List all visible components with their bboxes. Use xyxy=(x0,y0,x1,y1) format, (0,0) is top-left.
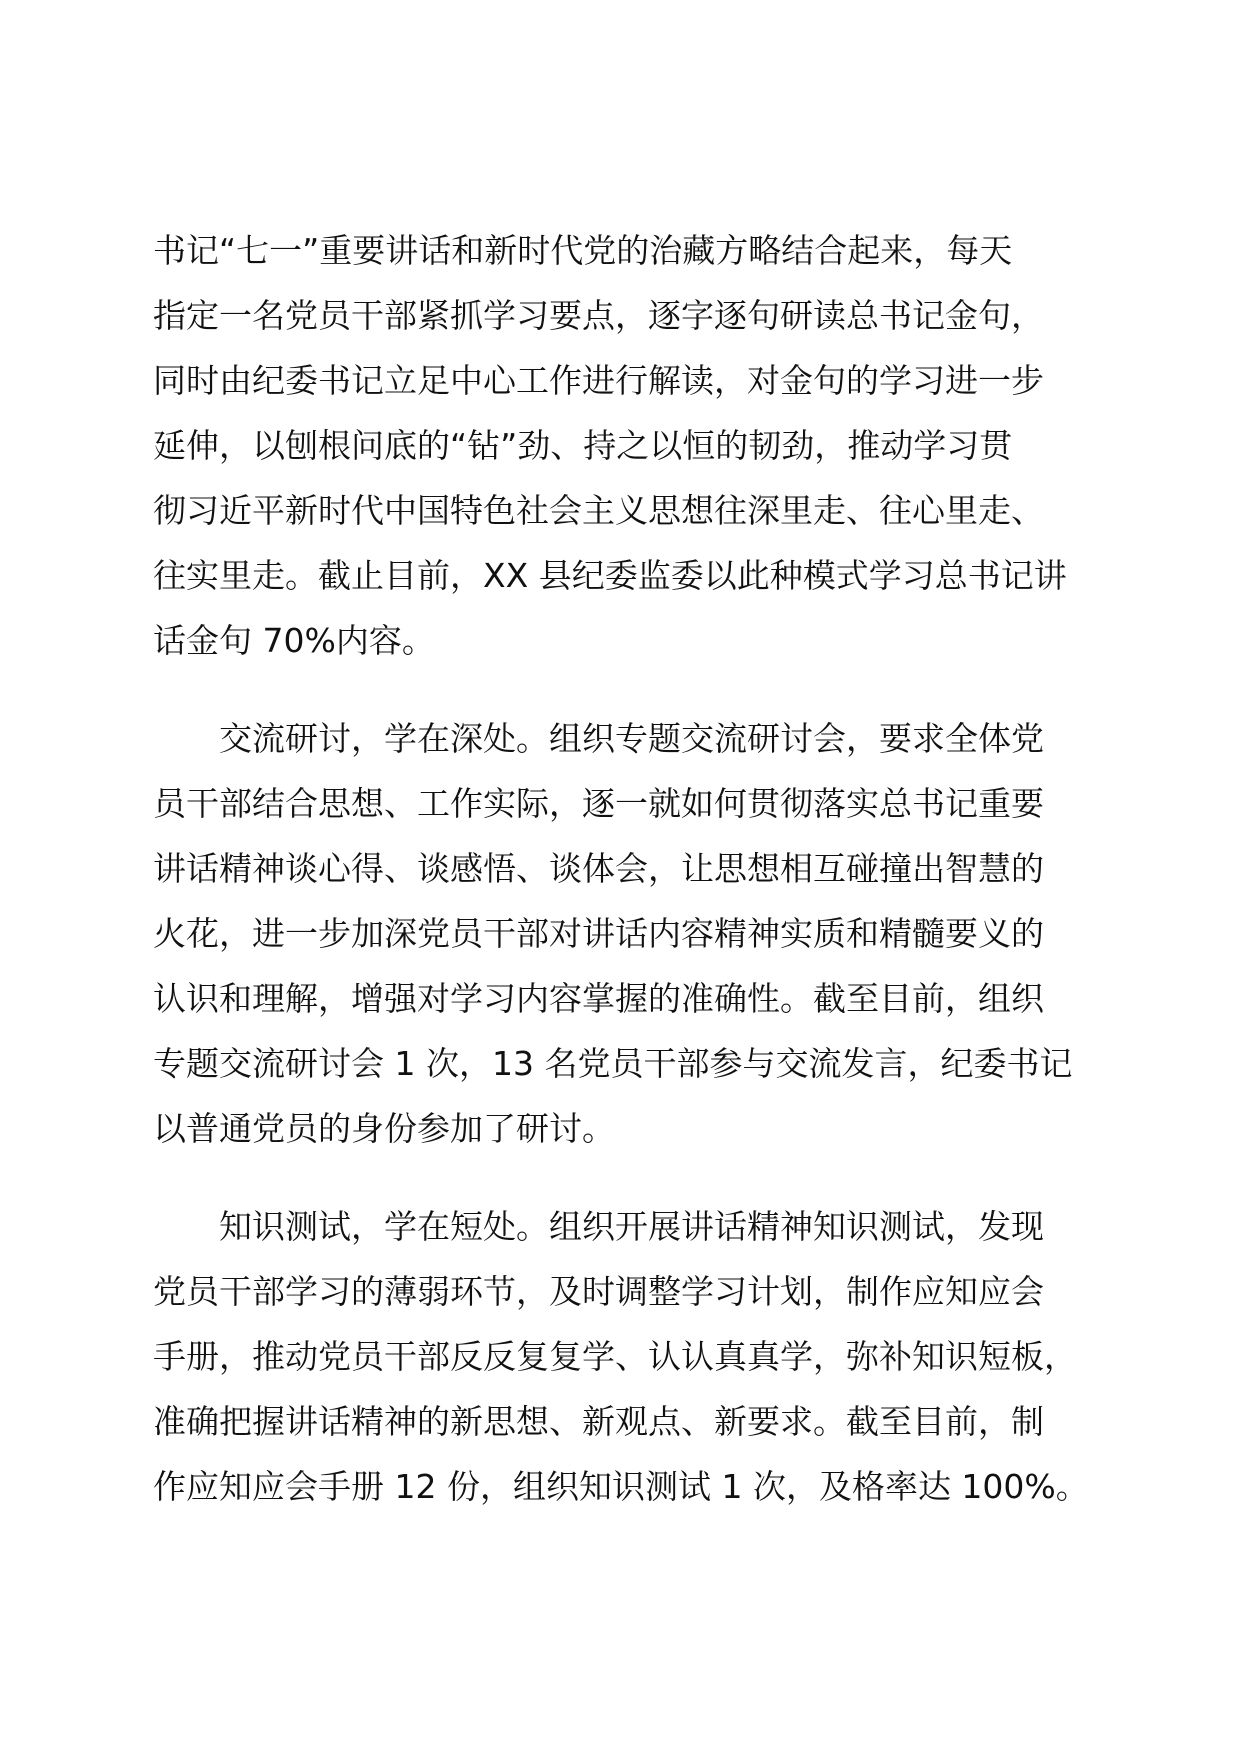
text-line: 作应知应会手册 12 份，组织知识测试 1 次，及格率达 100%。 xyxy=(153,1467,1089,1506)
paragraph-knowledge-test xyxy=(153,1194,1093,1519)
text-line: 手册，推动党员干部反反复复学、认认真真学，弥补知识短板， xyxy=(153,1337,1077,1376)
text-line: 讲话精神谈心得、谈感悟、谈体会，让思想相互碰撞出智慧的 xyxy=(153,849,1044,888)
text-line: 党员干部学习的薄弱环节，及时调整学习计划，制作应知应会 xyxy=(153,1272,1044,1311)
text-line: 指定一名党员干部紧抓学习要点，逐字逐句研读总书记金句， xyxy=(153,296,1044,335)
text-line: 员干部结合思想、工作实际，逐一就如何贯彻落实总书记重要 xyxy=(153,784,1044,823)
text-line: 书记“七一”重要讲话和新时代党的治藏方略结合起来，每天 xyxy=(153,231,1013,270)
text-line: 同时由纪委书记立足中心工作进行解读，对金句的学习进一步 xyxy=(153,361,1044,400)
text-line: 延伸，以刨根问底的“钻”劲、持之以恒的韧劲，推动学习贯 xyxy=(153,426,1013,465)
text-line: 以普通党员的身份参加了研讨。 xyxy=(153,1109,615,1148)
text-line: 认识和理解，增强对学习内容掌握的准确性。截至目前，组织 xyxy=(153,979,1044,1018)
paragraph-study-quotes xyxy=(153,218,1093,673)
text-line: 话金句 70%内容。 xyxy=(153,621,435,660)
text-line: 火花，进一步加深党员干部对讲话内容精神实质和精髓要义的 xyxy=(153,914,1044,953)
text-line: 知识测试，学在短处。组织开展讲话精神知识测试，发现 xyxy=(153,1207,1044,1246)
text-line: 交流研讨，学在深处。组织专题交流研讨会，要求全体党 xyxy=(153,719,1044,758)
document-body xyxy=(153,218,1093,1519)
text-line: 专题交流研讨会 1 次，13 名党员干部参与交流发言，纪委书记 xyxy=(153,1044,1073,1083)
text-line: 往实里走。截止目前，XX 县纪委监委以此种模式学习总书记讲 xyxy=(153,556,1067,595)
paragraph-exchange-discussion xyxy=(153,706,1093,1161)
text-line: 准确把握讲话精神的新思想、新观点、新要求。截至目前，制 xyxy=(153,1402,1044,1441)
text-line: 彻习近平新时代中国特色社会主义思想往深里走、往心里走、 xyxy=(153,491,1044,530)
